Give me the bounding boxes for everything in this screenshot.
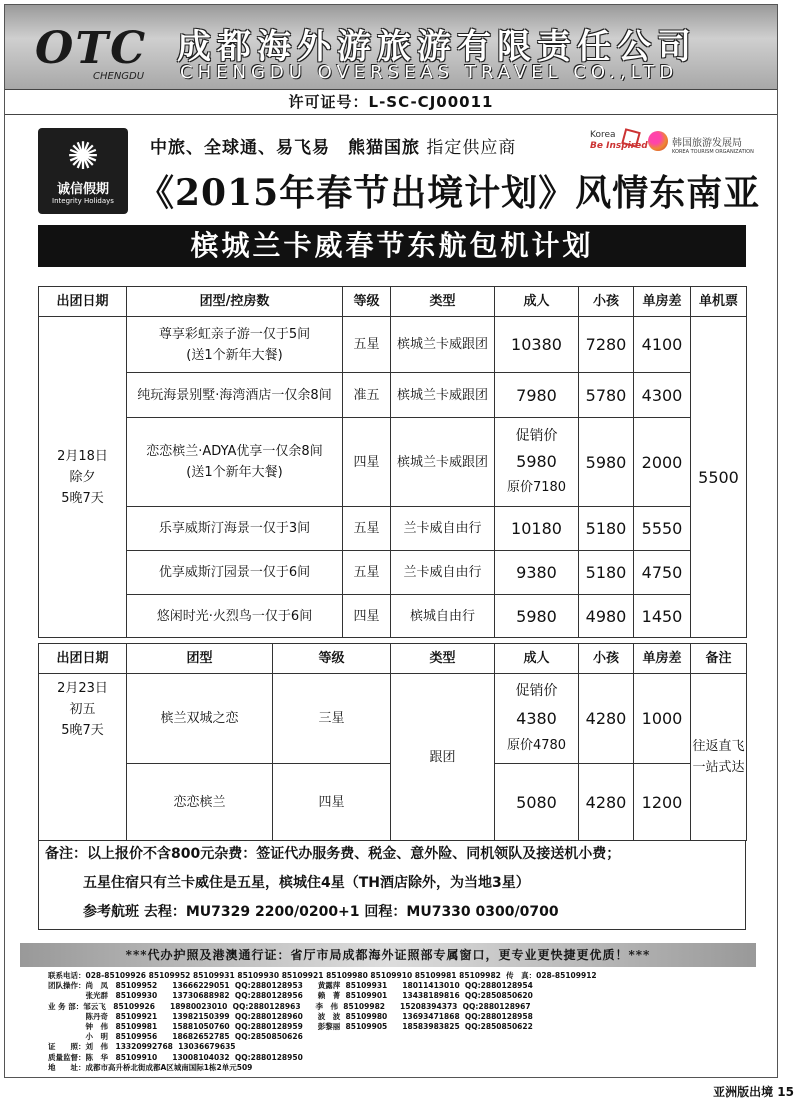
child-price: 4280 (579, 764, 634, 841)
single-supplement: 5550 (634, 507, 691, 551)
adult-price: 10180 (495, 507, 579, 551)
kto-logo (672, 134, 754, 155)
remark-line: 一站式达 (692, 760, 745, 775)
contact-line: 团队操作：尚 凤 85109952 13666229051 QQ:2880128953 黄露萍 85109931 18011413010 QQ:2880128954 (48, 981, 533, 991)
korea-label: Korea (590, 130, 616, 140)
flight-reference: 参考航班 去程：MU7329 2200/0200+1 回程：MU7330 0300/0700 (83, 904, 559, 920)
kto-name-cn: 韩国旅游发展局 (672, 138, 742, 149)
date-line: 除夕 (69, 469, 96, 485)
company-name-en: CHENGDU OVERSEAS TRAVEL CO.,LTD (180, 62, 679, 83)
date-line: 2月18日 (57, 448, 108, 464)
contact-line: 质量监督：陈 华 85109910 13008104032 QQ:2880128950 (48, 1052, 303, 1062)
license-number: 许可证号：L-SC-CJ00011 (5, 89, 777, 115)
brand-name-en: Integrity Holidays (52, 197, 114, 205)
flight-ticket-price: 5500 (691, 317, 747, 638)
tour-name: 纯玩海景别墅·海湾酒店一仅余8间 (127, 373, 343, 418)
child-price: 5780 (579, 373, 634, 418)
adult-price: 9380 (495, 551, 579, 595)
table-header-row (39, 644, 747, 674)
child-price: 4280 (579, 674, 634, 764)
contact-line: 张光群 85109930 13730688982 QQ:2880128956 赖 菁 85109901 13438189816 QQ:2850850620 (48, 991, 533, 1001)
table-row (39, 317, 747, 373)
table-row (39, 418, 747, 507)
original-price: 原价7180 (506, 480, 567, 495)
type-cell: 兰卡威自由行 (391, 507, 495, 551)
date-line: 初五 (69, 702, 96, 717)
single-supplement: 1200 (634, 764, 691, 841)
table-row (39, 551, 747, 595)
contact-line: 小 明 85109956 18682652785 QQ:2850850626 (48, 1032, 303, 1042)
flower-icon: ✺ (67, 134, 99, 178)
table-row (39, 373, 747, 418)
th-adult: 成人 (495, 644, 579, 674)
adult-price: 4380 (516, 709, 557, 728)
tour-note: (送1个新年大餐) (186, 347, 283, 363)
contact-line: 业 务 部：邹云飞 85109926 18980023010 QQ:2880128963 李 伟 85109982 15208394373 QQ:2880128967 (48, 1001, 531, 1011)
child-price: 5180 (579, 551, 634, 595)
th-grade: 等级 (273, 644, 391, 674)
date-cell (39, 317, 127, 638)
th-grade: 等级 (343, 287, 391, 317)
tour-name: 槟兰双城之恋 (127, 674, 273, 764)
adult-price: 5980 (495, 595, 579, 638)
th-remark: 备注 (691, 644, 747, 674)
brand-name-cn: 诚信假期 (56, 182, 109, 197)
grade-cell: 三星 (273, 674, 391, 764)
adult-price: 5980 (516, 452, 557, 471)
th-tour: 团型 (127, 644, 273, 674)
tour-cell (127, 317, 343, 373)
supplier-line (150, 133, 516, 158)
type-cell: 兰卡威自由行 (391, 551, 495, 595)
child-price: 7280 (579, 317, 634, 373)
page-title: 《2015年春节出境计划》风情东南亚 (138, 172, 761, 214)
single-supplement: 2000 (634, 418, 691, 507)
table-feb23 (38, 643, 747, 841)
type-cell: 槟城自由行 (391, 595, 495, 638)
tour-note: (送1个新年大餐) (186, 465, 283, 480)
remark-line: 往返直飞 (692, 739, 745, 754)
tour-name: 悠闲时光·火烈鸟一仅于6间 (127, 595, 343, 638)
date-line: 5晚7天 (61, 490, 104, 506)
grade-cell: 五星 (343, 551, 391, 595)
th-child: 小孩 (579, 644, 634, 674)
type-cell: 跟团 (391, 674, 495, 841)
supplier-suffix: 指定供应商 (420, 138, 517, 158)
kto-emblem-icon (648, 131, 668, 151)
grade-cell: 准五 (343, 373, 391, 418)
grade-cell: 五星 (343, 317, 391, 373)
adult-price: 10380 (495, 317, 579, 373)
adult-price-cell (495, 674, 579, 764)
th-single: 单房差 (634, 287, 691, 317)
original-price: 原价4780 (506, 738, 567, 753)
th-adult: 成人 (495, 287, 579, 317)
korea-slogan: Be Inspired (590, 141, 648, 151)
tour-name: 尊享彩虹亲子游一仅于5间 (158, 326, 311, 342)
charter-banner: 槟城兰卡威春节东航包机计划 (38, 225, 746, 267)
child-price: 4980 (579, 595, 634, 638)
page-footer: 亚洲版出境 15 (713, 1085, 794, 1099)
contact-line: 钟 伟 85109981 15881050760 QQ:2880128959 彭黎丽 85109905 18583983825 QQ:2850850622 (48, 1022, 533, 1032)
contact-line: 陈丹奇 85109921 13982150399 QQ:2880128960 波 波 85109980 13693471868 QQ:2880128958 (48, 1011, 533, 1021)
note-line: 五星住宿只有兰卡威住是五星，槟城住4星（TH酒店除外，为当地3星） (83, 875, 530, 891)
tour-name: 恋恋槟兰·ADYA优享一仅余8间 (146, 444, 323, 459)
th-date: 出团日期 (39, 644, 127, 674)
type-cell: 槟城兰卡威跟团 (391, 373, 495, 418)
th-child: 小孩 (579, 287, 634, 317)
adult-price: 5080 (495, 764, 579, 841)
grade-cell: 四星 (343, 595, 391, 638)
table-header-row (39, 287, 747, 317)
child-price: 5180 (579, 507, 634, 551)
table-feb18 (38, 286, 747, 638)
grade-cell: 五星 (343, 507, 391, 551)
otc-logo: OTC (35, 23, 148, 74)
contact-list (48, 971, 597, 1073)
company-name-cn: 成都海外游旅游有限责任公司 (177, 27, 697, 67)
th-type: 类型 (391, 287, 495, 317)
adult-price-cell (495, 418, 579, 507)
th-tour: 团型/控房数 (127, 287, 343, 317)
type-cell: 槟城兰卡威跟团 (391, 317, 495, 373)
remark-cell (691, 674, 747, 841)
single-supplement: 1450 (634, 595, 691, 638)
contact-line: 证 照：刘 伟 13320992768 13036679635 (48, 1042, 236, 1052)
th-type: 类型 (391, 644, 495, 674)
th-single: 单房差 (634, 644, 691, 674)
child-price: 5980 (579, 418, 634, 507)
single-supplement: 4300 (634, 373, 691, 418)
promo-label: 促销价 (515, 428, 558, 444)
kto-name-en: KOREA TOURISM ORGANIZATION (672, 149, 754, 155)
type-cell: 槟城兰卡威跟团 (391, 418, 495, 507)
tour-name: 优享威斯汀园景一仅于6间 (127, 551, 343, 595)
th-ticket: 单机票 (691, 287, 747, 317)
company-header (5, 5, 777, 89)
single-supplement: 4750 (634, 551, 691, 595)
note-line: 备注：以上报价不含800元杂费：签证代办服务费、税金、意外险、同机领队及接送机小费； (45, 846, 621, 862)
grade-cell: 四星 (343, 418, 391, 507)
date-line: 5晚7天 (61, 723, 104, 738)
integrity-holidays-logo (38, 128, 128, 214)
supplier-names: 中旅、全球通、易飞易 熊猫国旅 (150, 138, 420, 158)
single-supplement: 1000 (634, 674, 691, 764)
logo-subtitle: CHENGDU (93, 71, 145, 82)
th-date: 出团日期 (39, 287, 127, 317)
tour-cell (127, 418, 343, 507)
contact-line: 联系电话：028-85109926 85109952 85109931 85109930 85109921 85109980 85109910 85109981 85109982 传 真：028-85109912 (48, 971, 597, 980)
notes-box (38, 840, 746, 930)
single-supplement: 4100 (634, 317, 691, 373)
date-line: 2月23日 (57, 681, 108, 696)
tour-name: 乐享威斯汀海景一仅于3间 (127, 507, 343, 551)
korea-logos (590, 128, 760, 162)
table-row (39, 674, 747, 764)
date-cell (39, 674, 127, 841)
table-row (39, 595, 747, 638)
adult-price: 7980 (495, 373, 579, 418)
table-row (39, 507, 747, 551)
tour-name: 恋恋槟兰 (127, 764, 273, 841)
grade-cell: 四星 (273, 764, 391, 841)
passport-agency-banner: ***代办护照及港澳通行证：省厅市局成都海外证照部专属窗口，更专业更快捷更优质！*** (20, 943, 756, 967)
promo-label: 促销价 (515, 683, 558, 699)
contact-line: 地 址：成都市高升桥北街成都A区城南国际1栋2单元509 (48, 1062, 253, 1072)
